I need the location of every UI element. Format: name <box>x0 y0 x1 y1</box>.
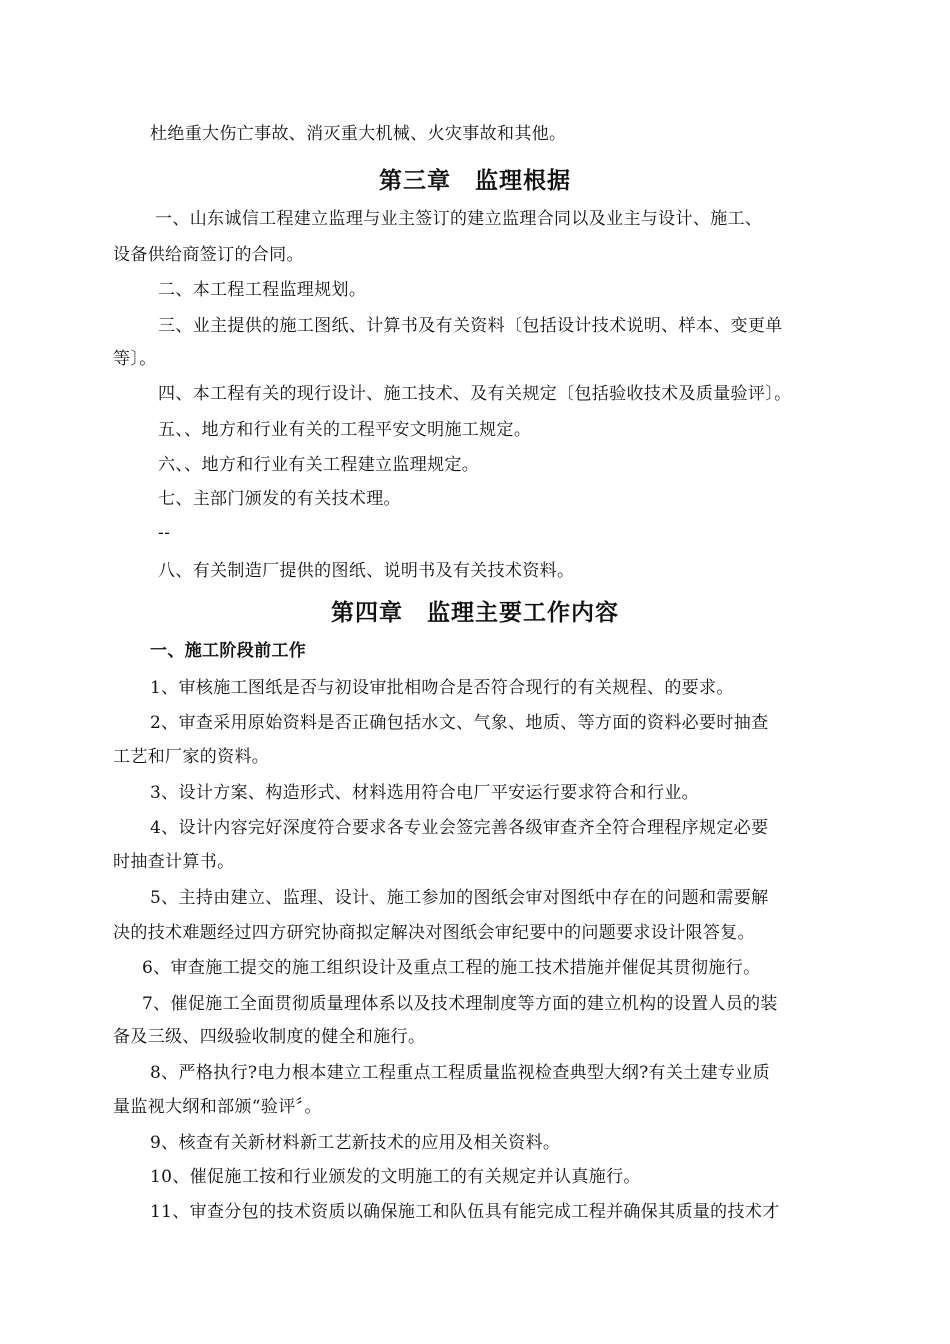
chapter-4-line-13: 量监视大纲和部颁“验评〞。 <box>113 1097 322 1117</box>
chapter-3-line-10: 八、有关制造厂提供的图纸、说明书及有关技术资料。 <box>158 561 575 581</box>
chapter-4-line-16: 11、审查分包的技术资质以确保施工和队伍具有能完成工程并确保其质量的技术才 <box>150 1202 780 1222</box>
intro-line: 杜绝重大伤亡事故、消灭重大机械、火灾事故和其他。 <box>150 124 567 144</box>
chapter-4-line-5: 4、设计内容完好深度符合要求各专业会签完善各级审查齐全符合理程序规定必要 <box>150 818 769 838</box>
chapter-4-line-4: 3、设计方案、构造形式、材料选用符合电厂平安运行要求符合和行业。 <box>150 783 700 803</box>
chapter-3-title: 第三章 监理根据 <box>379 167 571 194</box>
chapter-3-line-6: 四、本工程有关的现行设计、施工技术、及有关规定〔包括验收技术及质量验评〕。 <box>158 384 792 404</box>
chapter-4-line-15: 10、催促施工按和行业颁发的文明施工的有关规定并认真施行。 <box>150 1167 641 1187</box>
chapter-4-line-2: 2、审查采用原始资料是否正确包括水文、气象、地质、等方面的资料必要时抽查 <box>150 713 769 733</box>
chapter-4-line-1: 1、审核施工图纸是否与初设审批相吻合是否符合现行的有关规程、的要求。 <box>150 678 734 698</box>
chapter-4-line-6: 时抽查计算书。 <box>113 852 235 872</box>
chapter-3-line-2: 设备供给商签订的合同。 <box>113 245 304 265</box>
chapter-4-title: 第四章 监理主要工作内容 <box>331 599 619 626</box>
chapter-4-line-11: 备及三级、四级验收制度的健全和施行。 <box>113 1027 426 1047</box>
chapter-4-line-7: 5、主持由建立、监理、设计、施工参加的图纸会审对图纸中存在的问题和需要解 <box>150 888 769 908</box>
chapter-3-line-9: 七、主部门颁发的有关技术理。 <box>158 489 401 509</box>
chapter-3-line-8: 六、、地方和行业有关工程建立监理规定。 <box>158 455 480 475</box>
chapter-3-line-5: 等〕。 <box>113 349 157 369</box>
chapter-4-line-3: 工艺和厂家的资料。 <box>113 747 270 767</box>
chapter-3-line-7: 五、、地方和行业有关的工程平安文明施工规定。 <box>158 420 532 440</box>
chapter-4-line-10: 7、催促施工全面贯彻质量理体系以及技术理制度等方面的建立机构的设置人员的装 <box>142 994 778 1014</box>
chapter-4-line-12: 8、严格执行?电力根本建立工程重点工程质量监视检查典型大纲?有关土建专业质 <box>150 1063 770 1083</box>
chapter-3-line-4: 三、业主提供的施工图纸、计算书及有关资料〔包括设计技术说明、样本、变更单 <box>158 316 783 336</box>
section-1-title: 一、施工阶段前工作 <box>150 641 307 661</box>
chapter-4-line-14: 9、核查有关新材料新工艺新技术的应用及相关资料。 <box>150 1133 561 1153</box>
chapter-4-line-9: 6、审查施工提交的施工组织设计及重点工程的施工技术措施并催促其贯彻施行。 <box>142 958 761 978</box>
chapter-3-line-3: 二、本工程工程监理规划。 <box>158 280 367 300</box>
chapter-3-separator: -- <box>158 523 171 543</box>
chapter-4-line-8: 决的技术难题经过四方研究协商拟定解决对图纸会审纪要中的问题要求设计限答复。 <box>113 923 755 943</box>
chapter-3-line-1: 一、山东诚信工程建立监理与业主签订的建立监理合同以及业主与设计、施工、 <box>155 209 763 229</box>
